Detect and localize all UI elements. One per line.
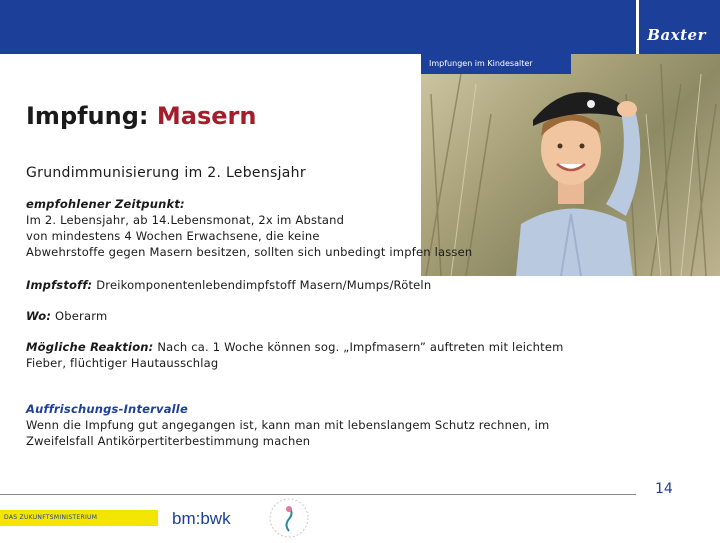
brand-box (639, 0, 720, 54)
title-prefix: Impfung: (26, 102, 157, 130)
caption-box (421, 54, 571, 74)
wo-label: Wo: (26, 309, 52, 323)
zeitpunkt-section (26, 196, 472, 260)
reaktion-section (26, 339, 564, 371)
zeitpunkt-line: Im 2. Lebensjahr, ab 14.Lebensmonat, 2x im Abstand (26, 213, 345, 227)
zeitpunkt-line: von mindestens 4 Wochen Erwachsene, die keine (26, 229, 320, 243)
auffrischung-line: Zweifelsfall Antikörpertiterbestimmung machen (26, 434, 311, 448)
page-title (26, 102, 256, 130)
reaktion-line2: Fieber, flüchtiger Hautausschlag (26, 356, 219, 370)
impfstoff-label: Impfstoff: (26, 278, 93, 292)
baxter-logo: Baxter (647, 26, 706, 44)
impfstoff-text: Dreikomponentenlebendimpfstoff Masern/Mumps/Röteln (92, 278, 432, 292)
impfstoff-section (26, 277, 431, 293)
page-subtitle: Grundimmunisierung im 2. Lebensjahr (26, 165, 306, 181)
reaktion-label: Mögliche Reaktion: (26, 340, 154, 354)
section-caption: Impfungen im Kindesalter (429, 59, 533, 68)
reaktion-text: Nach ca. 1 Woche können sog. „Impfmasern” auftreten mit leichtem (153, 340, 564, 354)
page-number: 14 (655, 481, 673, 497)
bmbwk-logo: bm:bwk (172, 509, 231, 528)
auffrischung-line: Wenn die Impfung gut angegangen ist, kann man mit lebenslangem Schutz rechnen, im (26, 418, 550, 432)
zukunftsministerium-text: DAS ZUKUNFTSMINISTERIUM (4, 514, 98, 521)
auffrischung-section (26, 401, 549, 449)
wo-text: Oberarm (51, 309, 108, 323)
zeitpunkt-label: empfohlener Zeitpunkt: (26, 197, 185, 211)
zeitpunkt-line: Abwehrstoffe gegen Masern besitzen, sollten sich unbedingt impfen lassen (26, 245, 473, 259)
footer-divider (0, 494, 636, 495)
wo-section (26, 308, 107, 324)
zukunftsministerium-logo (0, 510, 158, 526)
header-bar (0, 0, 636, 54)
seal-logo (268, 497, 310, 539)
auffrischung-label: Auffrischungs-Intervalle (26, 402, 188, 416)
title-accent: Masern (156, 102, 257, 130)
